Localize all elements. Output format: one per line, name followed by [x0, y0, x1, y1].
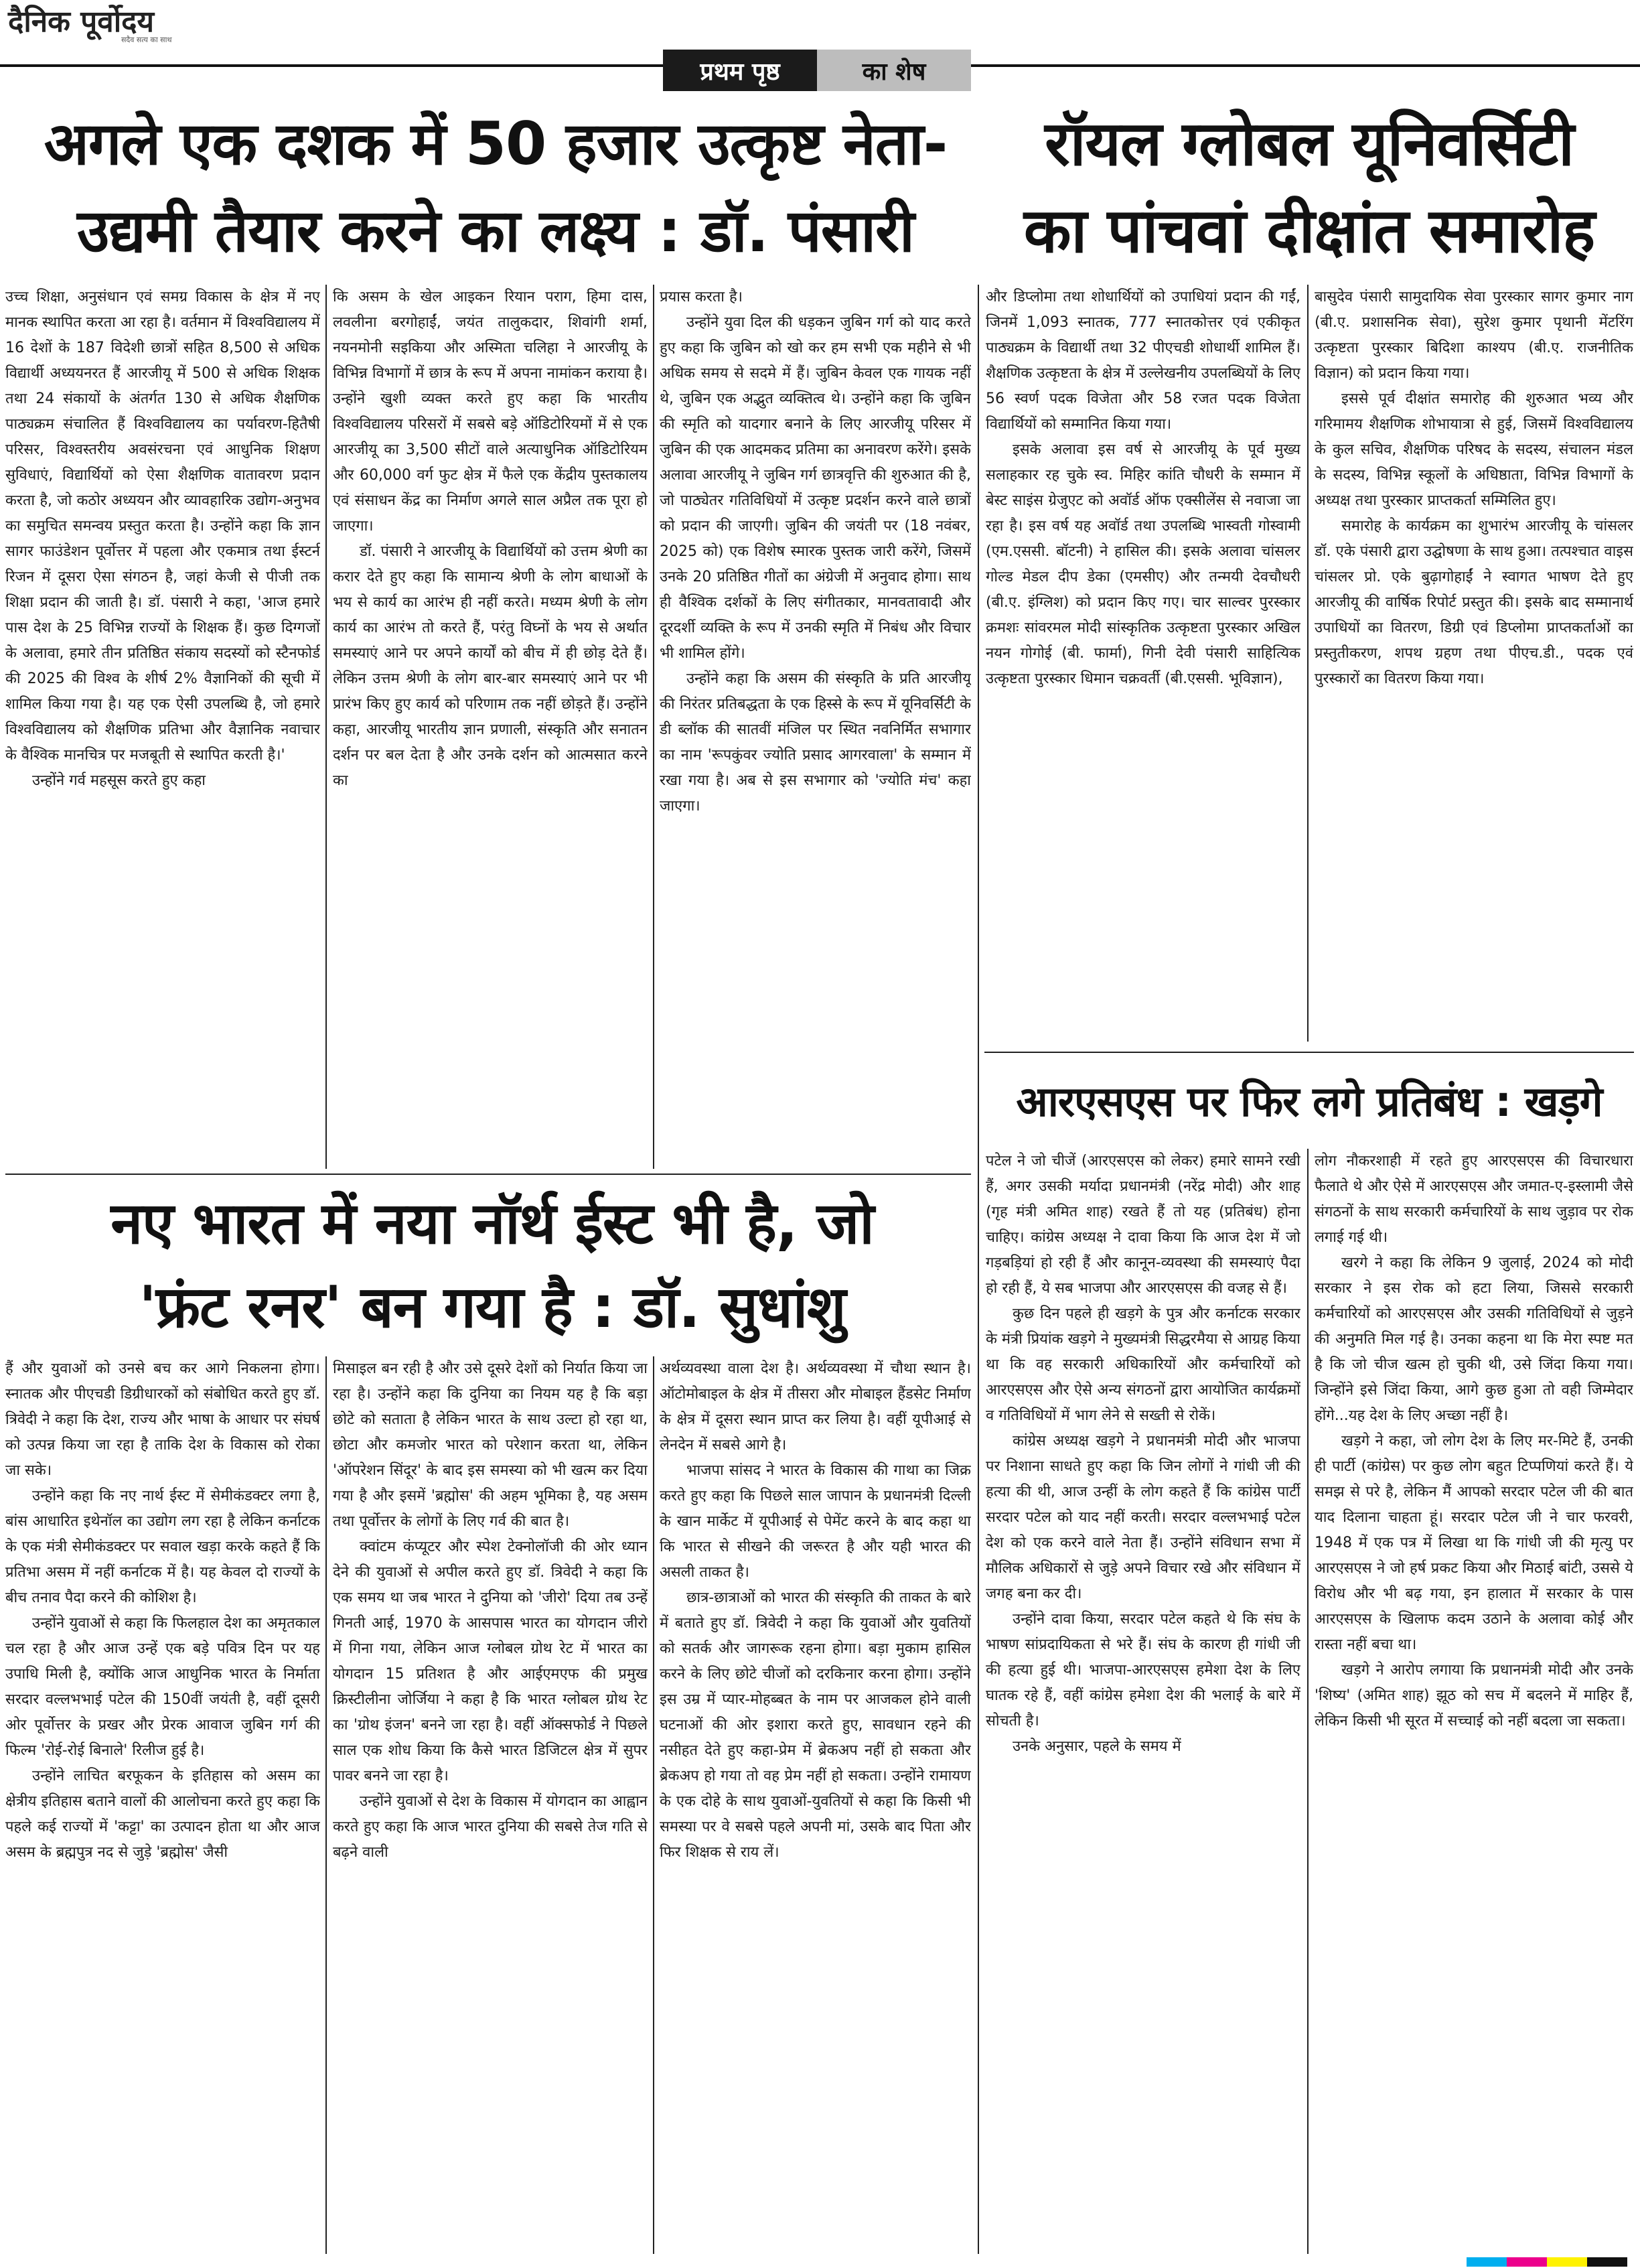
- registration-mark-cyan: [1467, 2257, 1507, 2267]
- column-divider: [1307, 285, 1309, 1042]
- article3-col2-para: क्वांटम कंप्यूटर और स्पेश टेक्नोलॉजी की ओर ध्यान देने की युवाओं से अपील करते हुए डॉ. त्रिवेदी ने कहा कि एक समय था जब भारत ने दुनिया को 'जीरो' दिया तब उन्हें गिनती आई, 1970 के आसपास भारत का योगदान जीरो में गिना गया, लेकिन आज ग्लोबल ग्रोथ रेट में भारत का योगदान 15 प्रतिशत है और आईएमएफ की प्रमुख क्रिस्टीलीना जोर्जिया ने कहा है कि भारत ग्लोबल ग्रोथ रेट का 'ग्रोथ इंजन' बनने जा रहा है। वहीं ऑक्सफोर्ड ने पिछले साल एक शोध किया कि कैसे भारत डिजिटल क्षेत्र में सुपर पावर बनने जा रहा है।: [333, 1539, 648, 1784]
- logo-tagline: सदैव सत्य का साथ: [121, 36, 172, 44]
- article1-headline-line1: अगले एक दशक में 50 हजार उत्कृष्ट नेता-: [44, 109, 948, 178]
- article4-col2-para: लोग नौकरशाही में रहते हुए आरएसएस की विचारधारा फैलाते थे और ऐसे में आरएसएस और जमात-ए-इस्लामी जैसे संगठनों के साथ सरकारी कर्मचारियों के साथ जुड़ाव पर रोक लगाई गई थी।: [1315, 1153, 1633, 1246]
- article2-headline-line1: रॉयल ग्लोबल यूनिवर्सिटी: [1045, 108, 1574, 180]
- article3-col1-para: उन्होंने युवाओं से कहा कि फिलहाल देश का अमृतकाल चल रहा है और आज उन्हें एक बड़े पवित्र दिन पर यह उपाधि मिली है, क्योंकि आज आधुनिक भारत के निर्माता सरदार वल्लभभाई पटेल की 150वीं जयंती है, वहीं दूसरी ओर पूर्वोत्तर के प्रखर और प्रेरक आवाज जुबिन गर्ग की फिल्म 'रोई-रोई बिनाले' रिलीज हुई है।: [5, 1615, 320, 1759]
- article4-col1-para: उनके अनुसार, पहले के समय में: [1013, 1738, 1181, 1755]
- article1-headline-line2: उद्यमी तैयार करने का लक्ष्य : डॉ. पंसारी: [77, 196, 914, 265]
- article3-column-1: [5, 1356, 320, 2254]
- article3-top-rule: [5, 1174, 971, 1175]
- article1-column-2: [333, 285, 648, 1169]
- column-divider: [653, 1356, 654, 2254]
- article4-col2-para: खरगे ने कहा कि लेकिन 9 जुलाई, 2024 को मोदी सरकार ने इस रोक को हटा लिया, जिससे सरकारी कर्मचारियों को आरएसएस और उसकी गतिविधियों से जुड़ने की अनुमति मिल गई है। उनका कहना था कि मेरा स्पष्ट मत है कि जो चीज खत्म हो चुकी थी, उसे जिंदा किया गया। जिन्होंने इसे जिंदा किया, आगे कुछ हुआ तो वही जिम्मेदार होंगे...यह देश के लिए अच्छा नहीं है।: [1315, 1255, 1633, 1424]
- article4-col2-para: खड़गे ने कहा, जो लोग देश के लिए मर-मिटे हैं, उनकी ही पार्टी (कांग्रेस) पर कुछ लोग बहुत टिप्पणियां करते हैं। ये समझ से परे है, लेकिन मैं आपको सरदार पटेल जी की बात याद दिलाना चाहता हूं। सरदार पटेल जी ने चार फरवरी, 1948 में एक पत्र में लिखा था कि गांधी जी की मृत्यु पर आरएसएस ने जो हर्ष प्रकट किया और मिठाई बांटी, उससे ये विरोध और भी बढ़ गया, इन हालात में सरकार के पास आरएसएस के खिलाफ कदम उठाने के अलावा कोई और रास्ता नहीं बचा था।: [1315, 1433, 1633, 1653]
- article2-column-1: [986, 285, 1300, 1042]
- article2-headline-line2: का पांचवां दीक्षांत समारोह: [1023, 195, 1595, 267]
- article4-top-rule: [984, 1052, 1634, 1053]
- article2-col1-para: और डिप्लोमा तथा शोधार्थियों को उपाधियां प्रदान की गईं, जिनमें 1,093 स्नातक, 777 स्नातकोत्तर एवं एकीकृत पाठ्यक्रम के विद्यार्थी तथा 32 पीएचडी शोधार्थी शामिल हैं। शैक्षणिक उत्कृष्टता के क्षेत्र में उल्लेखनीय उपलब्धियों के लिए 56 स्वर्ण पदक विजेता और 58 रजत पदक विजेता विद्यार्थियों को सम्मानित किया गया।: [986, 289, 1300, 433]
- article3-column-3: [660, 1356, 971, 2254]
- article1-col3-para: उन्होंने कहा कि असम की संस्कृति के प्रति आरजीयू की निरंतर प्रतिबद्धता के एक हिस्से के रूप में यूनिवर्सिटी के डी ब्लॉक की सातवीं मंजिल पर स्थित नवनिर्मित सभागार का नाम 'रूपकुंवर ज्योति प्रसाद आगरवाला' के सम्मान में रखा गया है। अब से इस सभागार को 'ज्योति मंच' कहा जाएगा।: [660, 670, 971, 814]
- article2-col2-para: समारोह के कार्यक्रम का शुभारंभ आरजीयू के चांसलर डॉ. एके पंसारी द्वारा उद्घोषणा के साथ हुआ। तत्पश्चात वाइस चांसलर प्रो. एके बुढ़ागोहाईं ने स्वागत भाषण देते हुए आरजीयू की वार्षिक रिपोर्ट प्रस्तुत की। इसके बाद सम्मानार्थ उपाधियों का वितरण, डिग्री एवं डिप्लोमा प्राप्तकर्ताओं का प्रस्तुतीकरण, शपथ ग्रहण तथा पीएच.डी., पदक एवं पुरस्कारों का वितरण किया गया।: [1315, 518, 1633, 687]
- masthead-logo: [4, 0, 205, 47]
- logo-text: दैनिक पूर्वोदय: [8, 5, 155, 39]
- article1-col2-para: डॉ. पंसारी ने आरजीयू के विद्यार्थियों को उत्तम श्रेणी का करार देते हुए कहा कि सामान्य श्रेणी के लोग बाधाओं के भय से कार्य का आरंभ ही नहीं करते। मध्यम श्रेणी के लोग कार्य का आरंभ तो करते हैं, परंतु विघ्नों के भय से अर्थात समस्याएं आने पर अपने कार्यों को बीच में ही छोड़ देते हैं। लेकिन उत्तम श्रेणी के लोग बार-बार समस्याएं आने पर भी प्रारंभ किए हुए कार्य को परिणाम तक नहीं छोड़ते हैं। उन्होंने कहा, आरजीयू भारतीय ज्ञान प्रणाली, संस्कृति और सनातन दर्शन पर बल देता है और उनके दर्शन को आत्मसात करने का: [333, 543, 648, 789]
- article3-col3-para: अर्थव्यवस्था वाला देश है। अर्थव्यवस्था में चौथा स्थान है। ऑटोमोबाइल के क्षेत्र में तीसरा और मोबाइल हैंडसेट निर्माण के क्षेत्र में दूसरा स्थान प्राप्त कर लिया है। वहीं यूपीआई से लेनदेन में सबसे आगे है।: [660, 1360, 971, 1454]
- article4-column-2: [1315, 1149, 1633, 2254]
- article1-col2-para: कि असम के खेल आइकन रियान पराग, हिमा दास, लवलीना बरगोहाईं, जयंत तालुकदार, शिवांगी शर्मा, नयनमोनी सइकिया और अस्मिता चलिहा ने आरजीयू के विभिन्न विभागों में छात्र के रूप में अपना नामांकन कराया है। उन्होंने खुशी व्यक्त करते हुए कहा कि भारतीय विश्वविद्यालय परिसरों में सबसे बड़े ऑडिटोरियमों में से एक आरजीयू का 3,500 सीटों वाले अत्याधुनिक ऑडिटोरियम और 60,000 वर्ग फुट क्षेत्र में फैले एक केंद्रीय पुस्तकालय एवं संसाधन केंद्र का निर्माण अगले साल अप्रैल तक पूरा हो जाएगा।: [333, 289, 648, 535]
- registration-mark-black: [1587, 2257, 1627, 2267]
- article1-col1-para: उन्होंने गर्व महसूस करते हुए कहा: [32, 772, 206, 789]
- column-divider: [653, 285, 654, 1169]
- article2-col2-para: बासुदेव पंसारी सामुदायिक सेवा पुरस्कार सागर कुमार नाग (बी.ए. प्रशासनिक सेवा), सुरेश कुमार पृथानी मेंटरिंग उत्कृष्टता पुरस्कार बिदिशा काश्यप (बी.ए. राजनीतिक विज्ञान) को प्रदान किया गया।: [1315, 289, 1633, 382]
- article3-col1-para: उन्होंने लाचित बरफूकन के इतिहास को असम का क्षेत्रीय इतिहास बताने वालों की आलोचना करते हुए कहा कि पहले कई राज्यों में 'कट्टा' का उत्पादन होता था और आज असम के ब्रह्मपुत्र नद से जुड़े 'ब्रह्मोस' जैसी: [5, 1768, 320, 1861]
- section-tab-continued: का शेष: [817, 50, 971, 91]
- section-divider: [978, 285, 979, 2254]
- article2-column-2: [1315, 285, 1633, 1042]
- article1-col3-para: प्रयास करता है।: [660, 289, 743, 305]
- article3-col1-para: उन्होंने कहा कि नए नार्थ ईस्ट में सेमीकंडक्टर लगा है, बांस आधारित इथेनॉल का उद्योग लग रहा है लेकिन कर्नाटक के एक मंत्री सेमीकंडक्टर पर सवाल खड़ा करके कहते हैं कि प्रतिभा असम में नहीं कर्नाटक में है। यह केवल दो राज्यों के बीच तनाव पैदा करने की कोशिश है।: [5, 1488, 320, 1606]
- article1-col3-para: उन्होंने युवा दिल की धड़कन जुबिन गर्ग को याद करते हुए कहा कि जुबिन को खो कर हम सभी एक महीने से भी अधिक समय से सदमे में हैं। जुबिन केवल एक गायक नहीं थे, जुबिन एक अद्भुत व्यक्तित्व थे। उन्होंने कहा कि जुबिन की स्मृति को यादगार बनाने के लिए आरजीयू परिसर में जुबिन की एक आदमकद प्रतिमा का अनावरण करेंगे। इसके अलावा आरजीयू ने जुबिन गर्ग छात्रवृत्ति की शुरुआत की है, जो पाठ्येतर गतिविधियों में उत्कृष्ट प्रदर्शन करने वाले छात्रों को प्रदान की जाएगी। जुबिन की जयंती पर (18 नवंबर, 2025 को) एक विशेष स्मारक पुस्तक जारी करेंगे, जिसमें उनके 20 प्रतिष्ठित गीतों का अंग्रेजी में अनुवाद होगा। साथ ही वैश्विक दर्शकों के लिए संगीतकार, मानवतावादी और दूरदर्शी व्यक्ति के रूप में उनकी स्मृति में निबंध और विचार भी शामिल होंगे।: [660, 314, 971, 662]
- article4-headline: आरएसएस पर फिर लगे प्रतिबंध : खड़गे: [1016, 1077, 1602, 1126]
- article3-col2-para: उन्होंने युवाओं से देश के विकास में योगदान का आह्वान करते हुए कहा कि आज भारत दुनिया की सबसे तेज गति से बढ़ने वाली: [333, 1793, 648, 1861]
- article3-headline-line1: नए भारत में नया नॉर्थ ईस्ट भी है, जो: [110, 1190, 874, 1257]
- article3-col2-para: मिसाइल बन रही है और उसे दूसरे देशों को निर्यात किया जा रहा है। उन्होंने कहा कि दुनिया का नियम यह है कि बड़ा छोटे को सताता है लेकिन भारत के साथ उल्टा हो रहा था, छोटा और कमजोर भारत को परेशान करता था, लेकिन 'ऑपरेशन सिंदूर' के बाद इस समस्या को भी खत्म कर दिया गया है और इसमें 'ब्रह्मोस' की अहम भूमिका है, यह असम तथा पूर्वोत्तर के लोगों के लिए गर्व की बात है।: [333, 1360, 648, 1530]
- article3-column-2: [333, 1356, 648, 2254]
- article3-col3-para: छात्र-छात्राओं को भारत की संस्कृति की ताकत के बारे में बताते हुए डॉ. त्रिवेदी ने कहा कि युवाओं और युवतियों को सतर्क और जागरूक रहना होगा। बड़ा मुकाम हासिल करने के लिए छोटे चीजों को दरकिनार करना होगा। उन्होंने इस उम्र में प्यार-मोहब्बत के नाम पर आजकल होने वाली घटनाओं की ओर इशारा करते हुए, सावधान रहने की नसीहत देते हुए कहा-प्रेम में ब्रेकअप नहीं हो सकता और ब्रेकअप हो गया तो वह प्रेम नहीं हो सकता। उन्होंने रामायण के एक दोहे के साथ युवाओं-युवतियों से कहा कि किसी भी समस्या पर वे सबसे पहले अपनी मां, उसके बाद पिता और फिर शिक्षक से राय लें।: [660, 1589, 971, 1861]
- article3-col3-para: भाजपा सांसद ने भारत के विकास की गाथा का जिक्र करते हुए कहा कि पिछले साल जापान के प्रधानमंत्री दिल्ली के खान मार्केट में यूपीआई से पेमेंट करने के बाद कहा था कि भारत से सीखने की जरूरत है और यही भारत की असली ताकत है।: [660, 1462, 971, 1581]
- article4-col1-para: उन्होंने दावा किया, सरदार पटेल कहते थे कि संघ के भाषण सांप्रदायिकता से भरे हैं। संघ के कारण ही गांधी जी की हत्या हुई थी। भाजपा-आरएसएस हमेशा देश के लिए घातक रहे हैं, वहीं कांग्रेस हमेशा देश की भलाई के बारे में सोचती है।: [986, 1611, 1300, 1729]
- column-divider: [1307, 1149, 1309, 2254]
- article1-col1-para: उच्च शिक्षा, अनुसंधान एवं समग्र विकास के क्षेत्र में नए मानक स्थापित करता आ रहा है। वर्तमान में विश्वविद्यालय में 16 देशों के 187 विदेशी छात्रों सहित 8,500 से अधिक विद्यार्थी अध्ययनरत हैं आरजीयू में 500 से अधिक शिक्षक तथा 24 संकायों के अंतर्गत 130 से अधिक शैक्षणिक पाठ्यक्रम संचालित हैं विश्वविद्यालय का पर्यावरण-हितैषी परिसर, विश्वस्तरीय अवसंरचना एवं आधुनिक शिक्षण सुविधाएं, विद्यार्थियों को ऐसा शैक्षणिक वातावरण प्रदान करता है, जो कठोर अध्ययन और व्यावहारिक उद्योग-अनुभव का समुचित समन्वय प्रस्तुत करता है। उन्होंने कहा कि ज्ञान सागर फाउंडेशन पूर्वोत्तर में पहला और एकमात्र तथा ईस्टर्न रिजन में दूसरा ऐसा संगठन है, जहां केजी से पीजी तक शिक्षा प्रदान की जाती है। डॉ. पंसारी ने कहा, 'आज हमारे पास देश के 25 विभिन्न राज्यों के शिक्षक हैं। कुछ दिग्गजों के अलावा, हमारे तीन प्रतिष्ठित संकाय सदस्यों को स्टैनफोर्ड की 2025 की विश्व के शीर्ष 2% वैज्ञानिकों की सूची में शामिल किया गया है। यह एक ऐसी उपलब्धि है, जो हमारे विश्वविद्यालय को शैक्षणिक प्रतिभा और वैज्ञानिक नवाचार के वैश्विक मानचित्र पर मजबूती से स्थापित करती है।': [5, 289, 320, 764]
- article2-col2-para: इससे पूर्व दीक्षांत समारोह की शुरुआत भव्य और गरिमामय शैक्षणिक शोभायात्रा से हुई, जिसमें विश्वविद्यालय के कुल सचिव, शैक्षणिक परिषद के सदस्य, संचालन मंडल के सदस्य, विभिन्न स्कूलों के अधिष्ठाता, विभिन्न विभागों के अध्यक्ष तथा पुरस्कार प्राप्तकर्ता सम्मिलित हुए।: [1315, 391, 1633, 509]
- article1-column-1: [5, 285, 320, 1169]
- article2-col1-para: इसके अलावा इस वर्ष से आरजीयू के पूर्व मुख्य सलाहकार रह चुके स्व. मिहिर कांति चौधरी के सम्मान में बेस्ट साइंस ग्रेजुएट को अवॉर्ड ऑफ एक्सीलेंस से नवाजा जा रहा है। इस वर्ष यह अवॉर्ड तथा उपलब्धि भास्वती गोस्वामी (एम.एससी. बॉटनी) ने हासिल की। इसके अलावा चांसलर गोल्ड मेडल दीप डेका (एमसीए) और तन्मयी देवचौधरी (बी.ए. इंग्लिश) को प्रदान किए गए। चार साल्वर पुरस्कार क्रमशः सांवरमल मोदी सांस्कृतिक उत्कृष्टता पुरस्कार अखिल नयन गोगोई (बी. फार्मा), गिनी देवी पंसारी साहित्यिक उत्कृष्टता पुरस्कार धिमान चक्रवर्ती (बी.एससी. भूविज्ञान),: [986, 441, 1300, 687]
- article4-col2-para: खड़गे ने आरोप लगाया कि प्रधानमंत्री मोदी और उनके 'शिष्य' (अमित शाह) झूठ को सच में बदलने में माहिर हैं, लेकिन किसी भी सूरत में सच्चाई को नहीं बदला जा सकता।: [1315, 1662, 1633, 1729]
- article4-col1-para: कुछ दिन पहले ही खड़गे के पुत्र और कर्नाटक सरकार के मंत्री प्रियांक खड़गे ने मुख्यमंत्री सिद्धरमैया से आग्रह किया था कि वह सरकारी अधिकारियों और कर्मचारियों को आरएसएस और ऐसे अन्य संगठनों द्वारा आयोजित कार्यक्रमों व गतिविधियों में भाग लेने से सख्ती से रोकें।: [986, 1305, 1300, 1424]
- column-divider: [325, 1356, 327, 2254]
- registration-mark-yellow: [1547, 2257, 1587, 2267]
- article3-col1-para: हैं और युवाओं को उनसे बच कर आगे निकलना होगा। स्नातक और पीएचडी डिग्रीधारकों को संबोधित करते हुए डॉ. त्रिवेदी ने कहा कि देश, राज्य और भाषा के आधार पर संघर्ष को उत्पन्न किया जा रहा है ताकि देश के विकास को रोका जा सके।: [5, 1360, 320, 1479]
- registration-mark-magenta: [1507, 2257, 1547, 2267]
- article3-headline-line2: 'फ्रंट रनर' बन गया है : डॉ. सुधांशु: [139, 1274, 846, 1341]
- column-divider: [325, 285, 327, 1169]
- article4-column-1: [986, 1149, 1300, 2254]
- article4-col1-para: पटेल ने जो चीजें (आरएसएस को लेकर) हमारे सामने रखी हैं, अगर उसकी मर्यादा प्रधानमंत्री (नरेंद्र मोदी) और शाह (गृह मंत्री अमित शाह) रखते हैं तो यह (प्रतिबंध) होना चाहिए। कांग्रेस अध्यक्ष ने दावा किया कि आज देश में जो गड़बड़ियां हो रही हैं और कानून-व्यवस्था की समस्याएं पैदा हो रही हैं, ये सब भाजपा और आरएसएस की वजह से हैं।: [986, 1153, 1300, 1297]
- article1-column-3: [660, 285, 971, 1169]
- section-tab-primary: प्रथम पृष्ठ: [663, 50, 817, 91]
- article4-col1-para: कांग्रेस अध्यक्ष खड़गे ने प्रधानमंत्री मोदी और भाजपा पर निशाना साधते हुए कहा कि जिन लोगों ने गांधी जी की हत्या की थी, आज उन्हीं के लोग कहते हैं कि कांग्रेस पार्टी सरदार पटेल को याद नहीं करती। सरदार वल्लभभाई पटेल देश को एक करने वाले नेता हैं। उन्होंने संविधान सभा में मौलिक अधिकारों से जुड़े अपने विचार रखे और संविधान में जगह बना कर दी।: [986, 1433, 1300, 1602]
